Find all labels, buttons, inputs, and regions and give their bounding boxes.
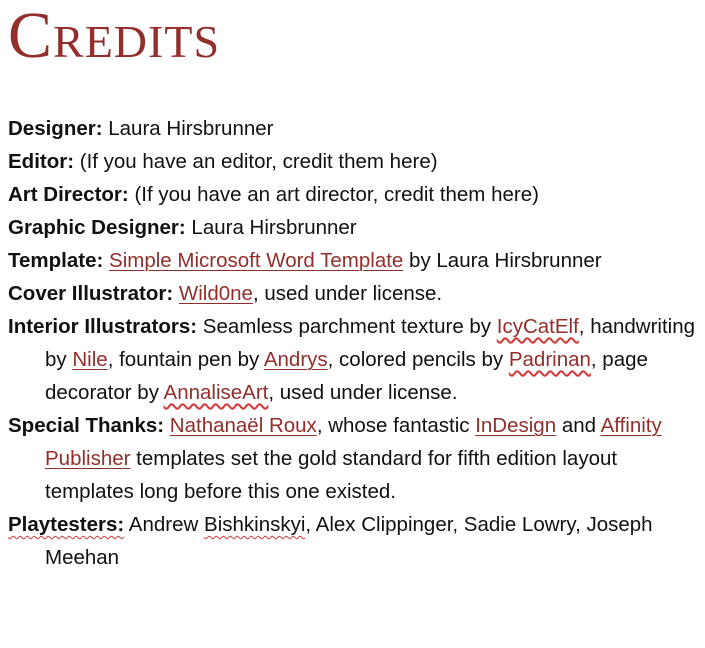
- credit-text: and: [556, 414, 601, 437]
- credit-label: Art Director:: [8, 183, 129, 206]
- credit-value: by Laura Hirsbrunner: [403, 249, 602, 272]
- credit-label: Playtesters:: [8, 513, 125, 536]
- credit-text: , fountain pen by: [107, 348, 264, 371]
- credits-page: [8, 0, 698, 574]
- icycatelf-link[interactable]: IcyCatElf: [496, 315, 579, 338]
- indesign-link[interactable]: InDesign: [475, 414, 557, 437]
- credit-label: Special Thanks:: [8, 414, 165, 437]
- credits-list: [8, 112, 698, 574]
- affinity-publisher-link[interactable]: Affinity Publisher: [45, 414, 662, 470]
- credit-label: Interior Illustrators:: [8, 315, 198, 338]
- cover-illustrator-link[interactable]: Wild0ne: [178, 282, 253, 305]
- credit-special-thanks: [8, 409, 698, 508]
- andrys-link[interactable]: Andrys: [263, 348, 328, 371]
- credit-label: Cover Illustrator:: [8, 282, 174, 305]
- credit-text: , handwriting by: [45, 315, 696, 371]
- template-link[interactable]: Simple Microsoft Word Template: [109, 249, 404, 272]
- credit-designer: [8, 112, 698, 145]
- credit-value: (If you have an editor, credit them here): [74, 150, 438, 173]
- credit-cover-illustrator: [8, 277, 698, 310]
- credit-text: , Alex Clippinger, Sadie Lowry, Joseph Meehan: [45, 513, 653, 569]
- credit-label: Editor:: [8, 150, 75, 173]
- credit-value: , used under license.: [252, 282, 443, 305]
- credit-interior-illustrators: [8, 310, 698, 409]
- credit-label: Designer:: [8, 117, 103, 140]
- padrinan-link[interactable]: Padrinan: [508, 348, 591, 371]
- playtester-name: Bishkinskyi: [204, 513, 306, 536]
- credit-label: Template:: [8, 249, 104, 272]
- credit-art-director: [8, 178, 698, 211]
- credit-graphic-designer: [8, 211, 698, 244]
- credit-editor: [8, 145, 698, 178]
- credit-value: Laura Hirsbrunner: [102, 117, 274, 140]
- credit-text: templates set the gold standard for fifth edition layout templates long before this one existed.: [45, 447, 618, 503]
- annaliseart-link[interactable]: AnnaliseArt: [163, 381, 269, 404]
- credit-value: (If you have an art director, credit them here): [128, 183, 539, 206]
- credit-value: Laura Hirsbrunner: [185, 216, 357, 239]
- credit-text: , used under license.: [268, 381, 458, 404]
- credit-text: Andrew: [124, 513, 205, 536]
- page-title: Credits: [8, 0, 221, 72]
- credit-playtesters: [8, 508, 698, 574]
- credit-text: Seamless parchment texture by: [197, 315, 497, 338]
- credit-text: , page decorator by: [45, 348, 648, 404]
- credit-text: , whose fantastic: [316, 414, 476, 437]
- nathanael-roux-link[interactable]: Nathanaël Roux: [169, 414, 317, 437]
- credit-template: [8, 244, 698, 277]
- credit-text: , colored pencils by: [327, 348, 509, 371]
- credit-label: Graphic Designer:: [8, 216, 186, 239]
- nile-link[interactable]: Nile: [72, 348, 108, 371]
